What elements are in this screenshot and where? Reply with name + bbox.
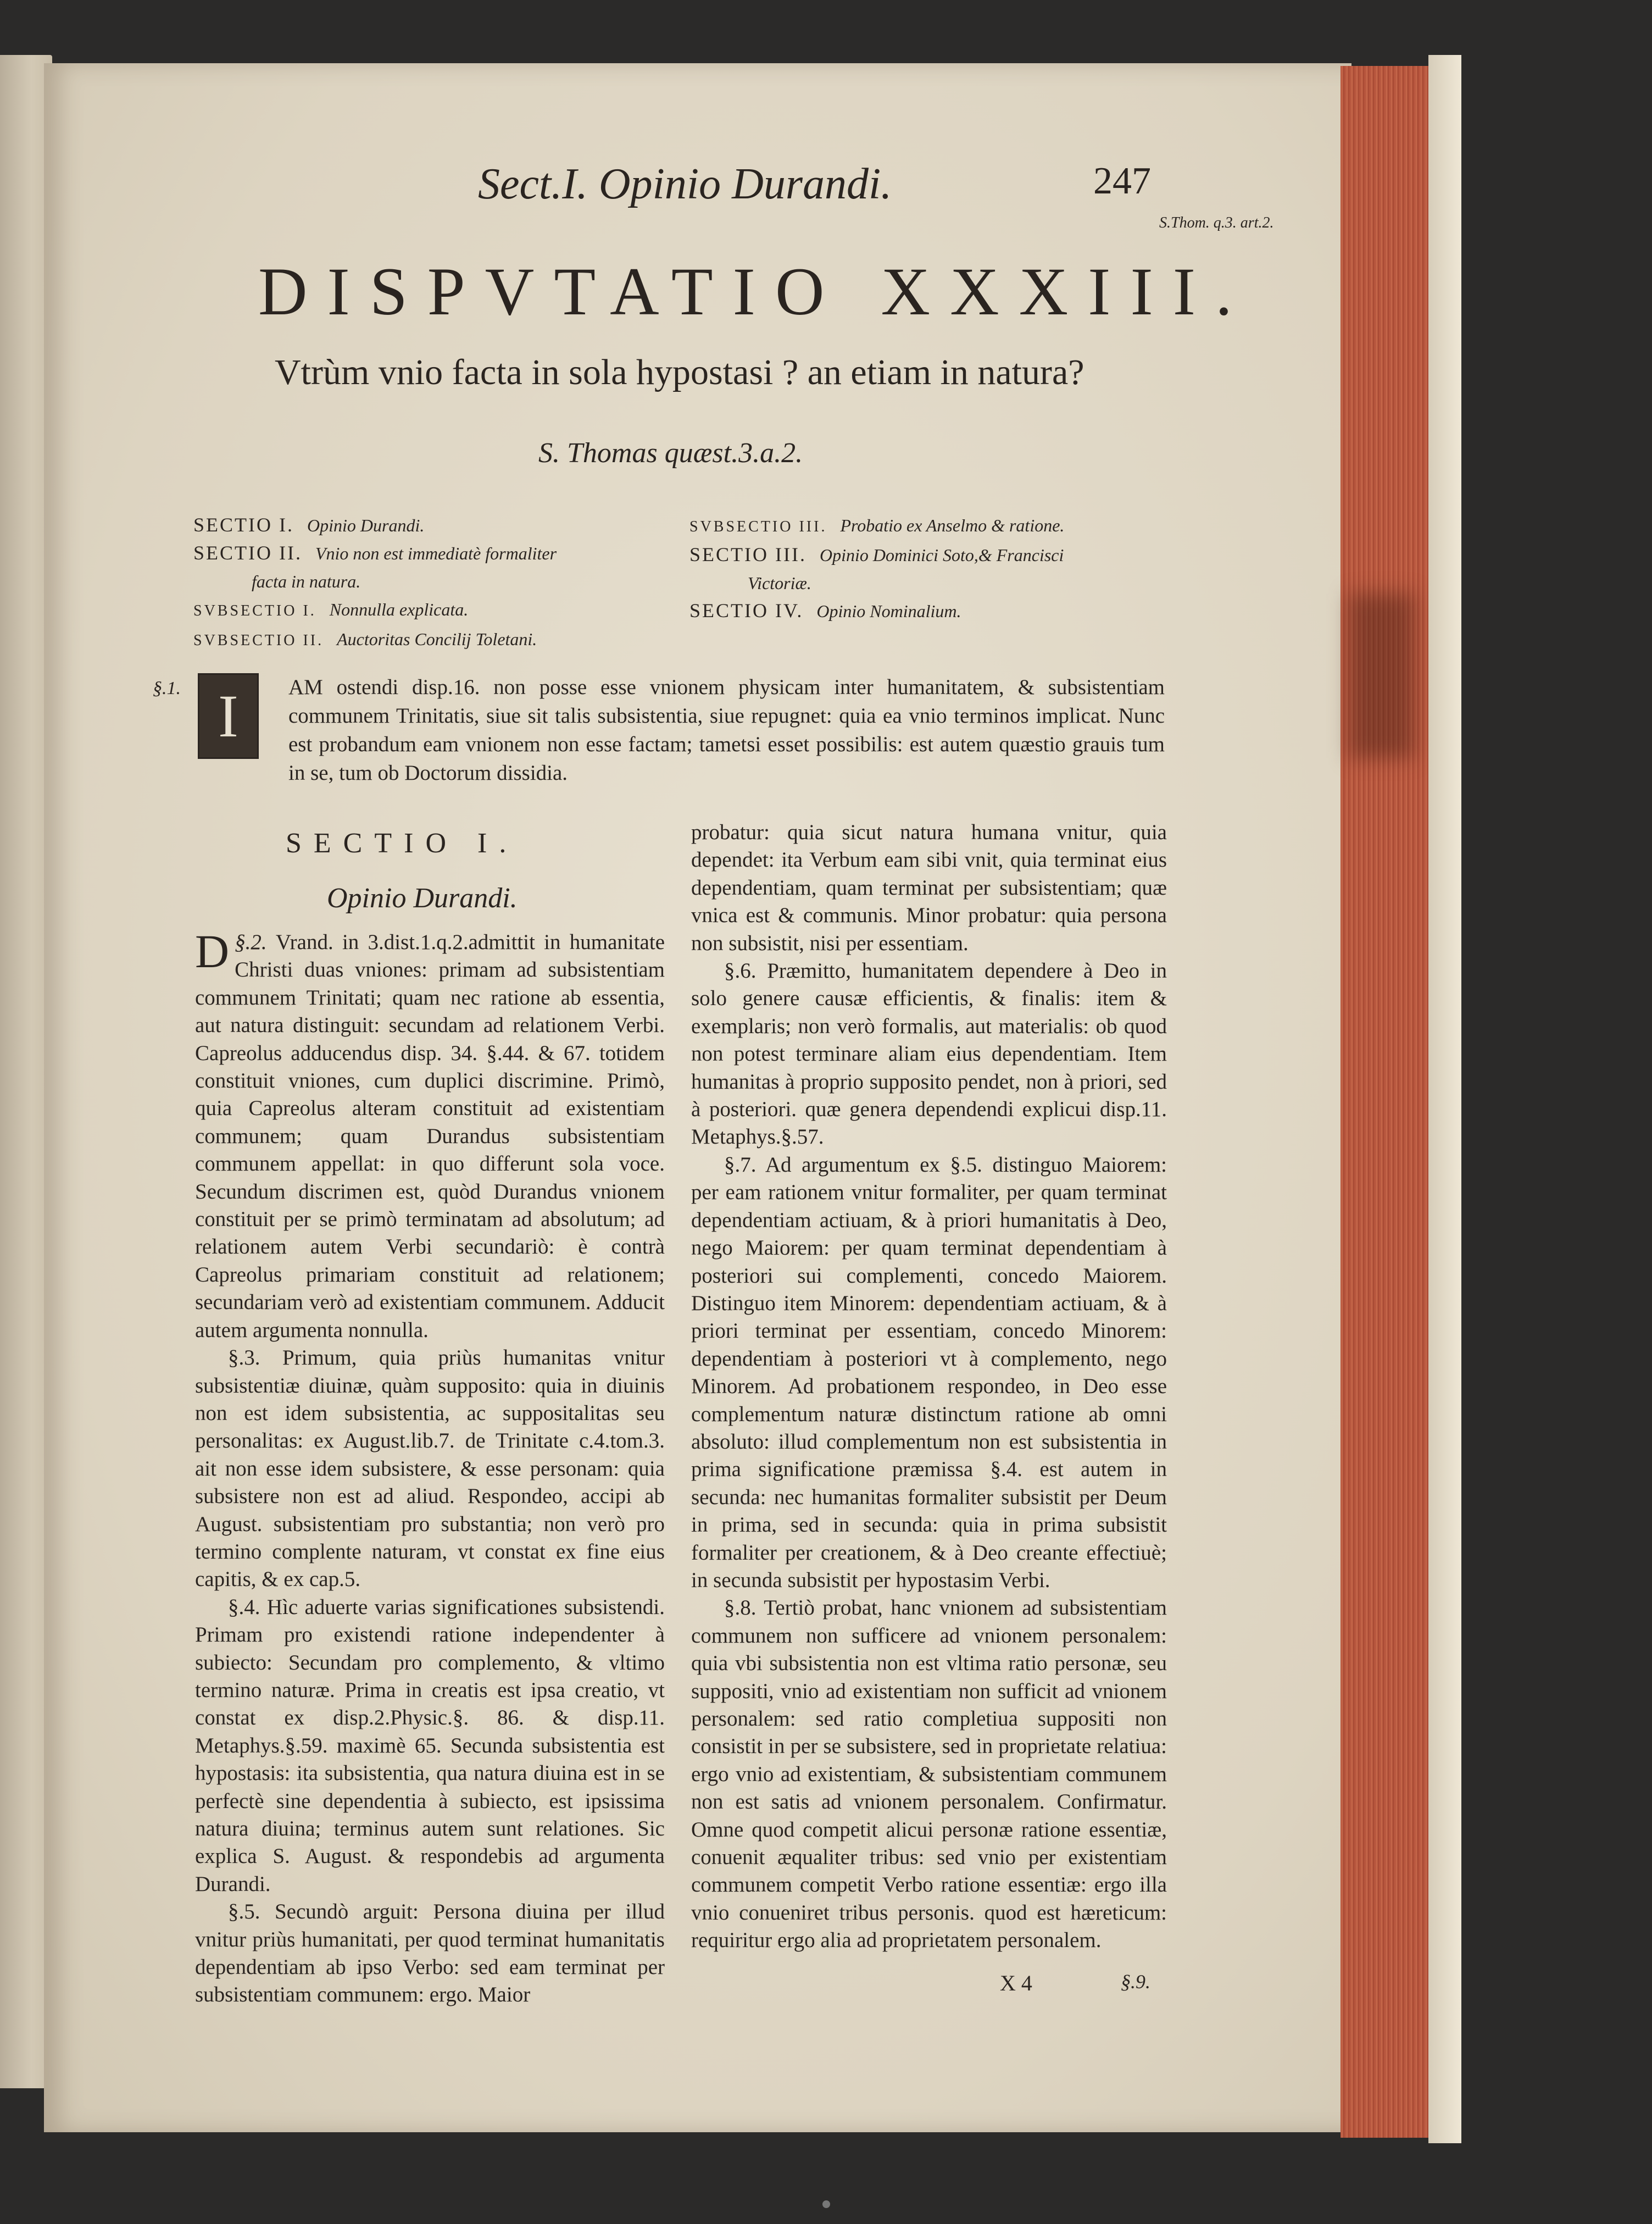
toc-right bbox=[689, 511, 1173, 625]
initial-letter: D bbox=[195, 925, 230, 978]
toc-entry bbox=[193, 511, 688, 539]
toc-label: SECTIO IV. bbox=[689, 600, 804, 622]
edge-stain bbox=[1349, 594, 1415, 758]
toc-desc: Nonnulla explicata. bbox=[329, 600, 469, 619]
paragraph-marker: §.2. bbox=[235, 930, 267, 954]
section-subheading: Opinio Durandi. bbox=[327, 883, 518, 914]
running-title: Sect.I. Opinio Durandi. bbox=[478, 160, 892, 208]
toc-label: SECTIO III. bbox=[689, 543, 806, 565]
paragraph-text: Vrand. in 3.dist.1.q.2.admittit in humanitate Christi duas vniones: primam ad subsistentiam communem Trinitati; quam nec ratione ab essentia, aut natura distinguit: secundam ad relationem Verbi. Capreolus adducendus disp. 34. §.44. & 67. totidem constituit vniones, cum duplici discrimine. Primò, quia Capreolus alteram constituit ad existentiam communem; quam Durandus subsistentiam communem appellat: in quo differunt sola voce. Secundum discrimen est, quòd Durandus vnionem constituit per se primò terminatam ad absolutum; ad relationem autem Verbi secundariò: è contrà Capreolus primariam constituit ad relationem; secundariam verò ad existentiam communem. Adducit autem argumenta nonnulla. bbox=[195, 930, 665, 1342]
toc-continuation bbox=[193, 567, 688, 595]
toc-entry bbox=[689, 511, 1173, 541]
catchword: §.9. bbox=[1121, 1971, 1150, 1993]
toc-label: SECTIO I. bbox=[193, 514, 294, 536]
margin-reference: S.Thom. q.3. art.2. bbox=[1159, 214, 1274, 231]
page-number: 247 bbox=[1093, 160, 1151, 202]
paragraph-marker: §.1. bbox=[153, 678, 181, 698]
right-column bbox=[691, 819, 1167, 1955]
toc-desc: Vnio non est immediatè formaliter bbox=[315, 543, 557, 563]
toc-desc: Victoriæ. bbox=[748, 573, 811, 593]
page-block-edge bbox=[1428, 55, 1461, 2143]
toc-label: SECTIO II. bbox=[193, 542, 302, 564]
disputatio-title: DISPVTATIO XXXIII. bbox=[258, 254, 1253, 329]
toc-desc: Probatio ex Anselmo & ratione. bbox=[840, 515, 1065, 535]
dot-icon bbox=[822, 2200, 830, 2208]
paragraph: §.5. Secundò arguit: Persona diuina per illud vnitur priùs humanitati, per quod terminat humanitatis dependentiam ab ipso Verbo: sed eam terminat per subsistentiam communem: ergo. Maior bbox=[195, 1900, 665, 2007]
toc-desc: Opinio Nominalium. bbox=[816, 601, 961, 621]
toc-label: SVBSECTIO I. bbox=[193, 602, 316, 619]
toc-desc: Opinio Durandi. bbox=[307, 515, 425, 535]
paragraph: §.3. Primum, quia priùs humanitas vnitur subsistentiæ diuinæ, quàm supposito: quia in diuinis non est idem subsistentia, ac suppositalitas seu personalitas: ex August.lib.7. de Trinitate c.4.tom.3. ait non esse idem subsistere, & esse personam: quia subsistere non est ad aliud. Respondeo, accipi ab August. subsistentiam pro substantia; non verò pro termino complente naturam, vt constat ex fine eius capitis, & ex cap.5. bbox=[195, 1346, 665, 1591]
toc-desc: Auctoritas Concilij Toletani. bbox=[337, 629, 537, 649]
intro-text: AM ostendi disp.16. non posse esse vnionem physicam inter humanitatem, & subsistentiam communem Trinitatis, siue sit talis subsistentia, siue repugnet: quia ea vnio terminos implicat. Nunc est probandum eam vnionem non esse factam; tametsi esset possibilis: est autem quæstio grauis tum in se, tum ob Doctorum dissidia. bbox=[288, 675, 1165, 785]
paragraph: §.6. Præmitto, humanitatem dependere à Deo in solo genere causæ efficientis, & finalis: item & exemplaris; non verò formalis, aut materialis: ob quod non potest terminare aliam eius dependentiam. Item humanitas à proprio supposito pendet, non à priori, sed à posteriori. quæ genera dependendi explicui disp.11. Metaphys.§.57. bbox=[691, 959, 1167, 1149]
paragraph: §.4. Hìc aduerte varias significationes subsistendi. Primam pro existendi ratione independenter à subiecto: Secundam pro complemento, & vltimo termino naturæ. Prima in creatis est ipsa creatio, vt constat ex disp.2.Physic.§. 86. & disp.11. Metaphys.§.59. maximè 65. Secunda subsistentia est hypostasis: ita subsistentia, qua natura diuina est in se perfectè sine dependentia à subiecto, est ipsissima natura diuina; terminus autem sunt relationes. Sic explica S. August. & respondebis ad argumenta Durandi. bbox=[195, 1595, 665, 1896]
toc-label: SVBSECTIO II. bbox=[193, 632, 324, 649]
toc-entry bbox=[193, 625, 688, 655]
paragraph: probatur: quia sicut natura humana vnitur, quia dependet: ita Verbum eam sibi vnit, quia terminat eius dependentiam, quam terminat per subsistentiam; quæ vnica est & communis. Minor probatur: quia persona non subsistit, nisi per essentiam. bbox=[691, 820, 1167, 955]
decorated-initial: I bbox=[198, 673, 259, 759]
disputatio-question: Vtrùm vnio facta in sola hypostasi ? an etiam in natura? bbox=[275, 352, 1084, 392]
thomas-reference: S. Thomas quæst.3.a.2. bbox=[538, 437, 803, 469]
toc-left bbox=[193, 511, 688, 655]
paragraph: §.8. Tertiò probat, hanc vnionem ad subsistentiam communem non sufficere ad vnionem personalem: quia vbi subsistentia non est vltima ratio personæ, seu suppositi, vnio ad existentiam non sufficit ad vnionem personalem: sed ratio completiua suppositi non consistit in per se subsistere, sed in proprietate relatiua: ergo vnio ad existentiam, & subsistentiam communem non est satis ad vnionem personalem. Confirmatur. Omne quod competit alicui personæ ratione essentiæ, conuenit æqualiter tribus: sed vnio per existentiam communem competit Verbo ratione essentiæ: ergo illa vnio conueniret tribus personis. quod est hæreticum: requiritur ergo alia ad proprietatem personalem. bbox=[691, 1596, 1167, 1953]
toc-continuation bbox=[689, 569, 1173, 597]
toc-entry bbox=[689, 541, 1173, 569]
toc-label: SVBSECTIO III. bbox=[689, 518, 827, 535]
toc-desc: Opinio Dominici Soto,& Francisci bbox=[819, 545, 1064, 565]
section-heading: SECTIO I. bbox=[286, 828, 519, 859]
paragraph: §.7. Ad argumentum ex §.5. distinguo Maiorem: per eam rationem vnitur formaliter, per quam terminat dependentiam actiuam, & à priori humanitatis à Deo, nego Maiorem: per quam terminat dependentiam à posteriori sui complementi, concedo Maiorem. Distinguo item Minorem: dependentiam actiuam, & à priori terminat per essentiam, concedo Minorem: dependentiam à posteriori vt à complemento, nego Minorem. Ad probationem respondeo, in Deo esse complementum naturæ distinctum ratione ab omni absoluto: illud complementum non est subsistentia in prima significatione præmissa §.4. est autem in secunda: nec humanitas formaliter subsistit per Deum in prima, sed in secunda: quia in prima subsistit formaliter per creationem, & à Deo creante effectiuè; in secunda subsistit per hypostasim Verbi. bbox=[691, 1152, 1167, 1592]
intro-paragraph bbox=[154, 673, 1165, 787]
toc-desc: facta in natura. bbox=[252, 572, 361, 591]
left-column bbox=[195, 925, 665, 2009]
toc-entry bbox=[689, 597, 1173, 625]
paragraph bbox=[195, 925, 665, 1344]
signature-mark: X 4 bbox=[1000, 1971, 1032, 1995]
scan-footer bbox=[0, 2184, 1652, 2224]
toc-entry bbox=[193, 595, 688, 625]
toc-entry bbox=[193, 539, 688, 567]
